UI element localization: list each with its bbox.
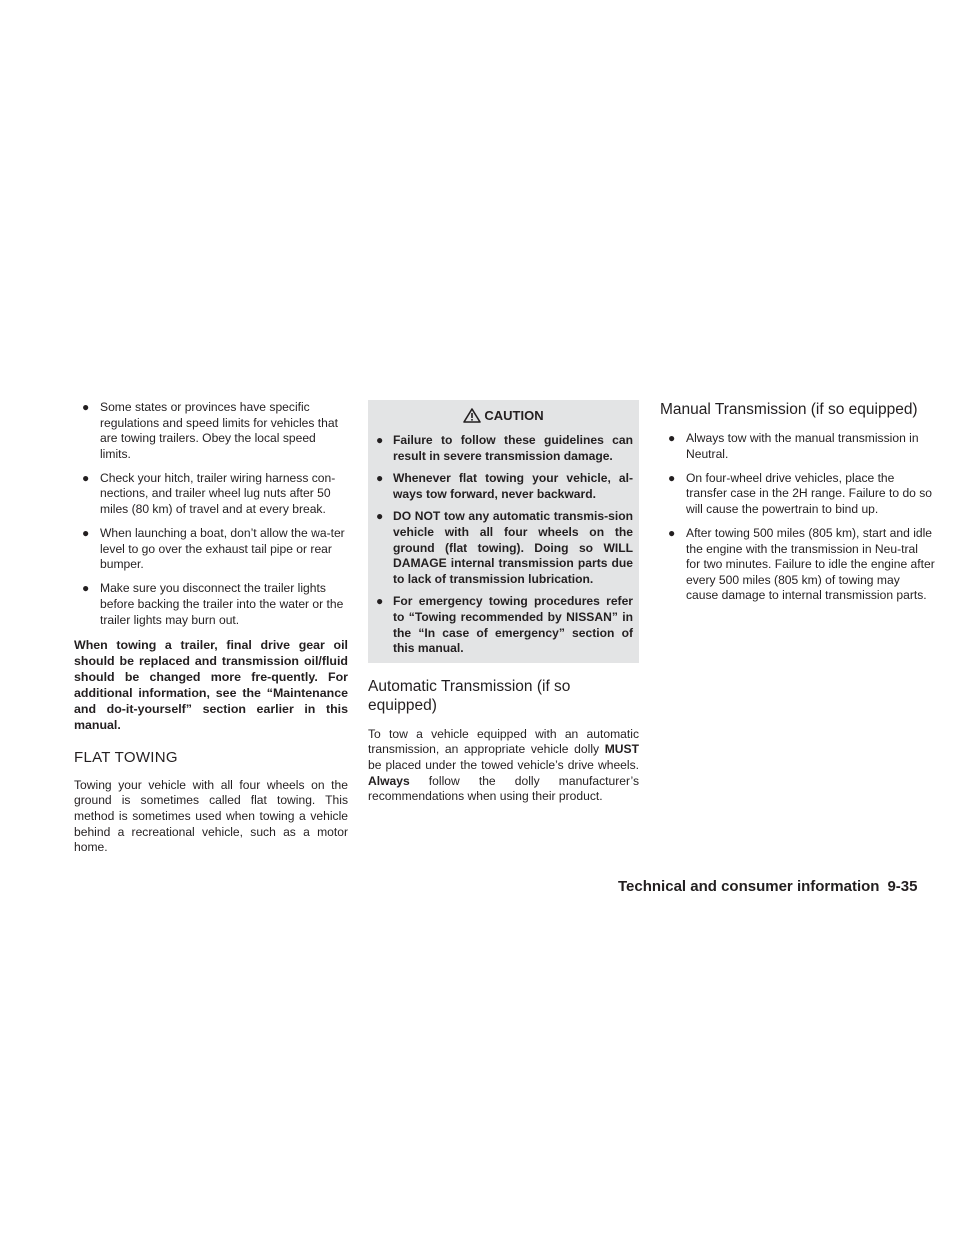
bullet-icon: ● bbox=[668, 525, 676, 540]
list-item: ● Whenever flat towing your vehicle, al-ways tow forward, never backward. bbox=[376, 471, 633, 501]
list-item: ● On four-wheel drive vehicles, place the transfer case in the 2H range. Failure to do so will cause the powertrain to bind up. bbox=[668, 470, 933, 516]
automatic-transmission-text: To tow a vehicle equipped with an automatic transmission, an appropriate vehicle dolly MUST be placed under the towed vehicle’s drive wheels. Always follow the dolly manufacturer’s recommendations when using their product. bbox=[368, 726, 639, 804]
caution-list bbox=[374, 433, 633, 657]
list-item: ● Failure to follow these guidelines can result in severe transmission damage. bbox=[376, 433, 633, 463]
bullet-icon: ● bbox=[376, 594, 384, 609]
list-item: ● Check your hitch, trailer wiring harness con-nections, and trailer wheel lug nuts after 50 miles (80 km) of travel and at every break. bbox=[82, 470, 336, 517]
bullet-icon: ● bbox=[82, 581, 90, 596]
caution-header bbox=[374, 408, 633, 423]
automatic-transmission-heading: Automatic Transmission (if so equipped) bbox=[368, 677, 571, 714]
bullet-icon: ● bbox=[668, 431, 676, 445]
bullet-icon: ● bbox=[376, 433, 384, 447]
bullet-icon: ● bbox=[82, 526, 90, 541]
column-right bbox=[660, 400, 935, 612]
list-item: ● DO NOT tow any automatic transmis-sion vehicle with all four wheels on the ground (flat towing). Doing so WILL DAMAGE internal transmission parts due to lack of transmission lubrication. bbox=[376, 509, 633, 586]
flat-towing-heading: FLAT TOWING bbox=[74, 748, 178, 766]
column-left bbox=[74, 400, 348, 856]
oil-change-notice: When towing a trailer, final drive gear oil should be replaced and transmission oil/fluid should be changed more fre-quently. For additional information, see the “Maintenance and do-it-yourself” section earlier in this manual. bbox=[74, 637, 348, 732]
list-item: ● When launching a boat, don’t allow the wa-ter level to go over the exhaust tail pipe or rear bumper. bbox=[82, 526, 345, 572]
trailer-tips-list bbox=[74, 400, 348, 628]
bullet-icon: ● bbox=[376, 509, 384, 524]
bullet-icon: ● bbox=[668, 470, 676, 485]
page-footer bbox=[618, 878, 917, 895]
list-item: ● Always tow with the manual transmission in Neutral. bbox=[668, 431, 919, 461]
list-item: ● After towing 500 miles (805 km), start and idle the engine with the transmission in Neu-tral for two minutes. Failure to idle the engine after every 500 miles (805 km) of towing may cause damage to internal transmission parts. bbox=[668, 525, 935, 603]
caution-box bbox=[368, 400, 639, 663]
list-item: ● Make sure you disconnect the trailer lights before backing the trailer into the water or the trailer lights may burn out. bbox=[82, 581, 344, 627]
bullet-icon: ● bbox=[376, 471, 384, 486]
bullet-icon: ● bbox=[82, 470, 90, 485]
column-middle bbox=[368, 400, 639, 805]
manual-transmission-heading: Manual Transmission (if so equipped) bbox=[660, 401, 918, 418]
list-item: ● For emergency towing procedures refer to “Towing recommended by NISSAN” in the “In case of emergency” section of this manual. bbox=[376, 594, 633, 656]
bullet-icon: ● bbox=[82, 400, 90, 414]
page-number: 9-35 bbox=[887, 878, 918, 895]
caution-title: CAUTION bbox=[484, 408, 544, 423]
footer-section-title: Technical and consumer information bbox=[618, 878, 880, 895]
manual-transmission-list bbox=[660, 431, 935, 604]
warning-triangle-icon bbox=[463, 408, 481, 423]
flat-towing-text: Towing your vehicle with all four wheels on the ground is sometimes called flat towing. This method is sometimes used when towing a vehicle behind a recreational vehicle, such as a motor home. bbox=[74, 777, 348, 855]
list-item: ● Some states or provinces have specific regulations and speed limits for vehicles that are towing trailers. Obey the local speed limits. bbox=[82, 400, 338, 461]
